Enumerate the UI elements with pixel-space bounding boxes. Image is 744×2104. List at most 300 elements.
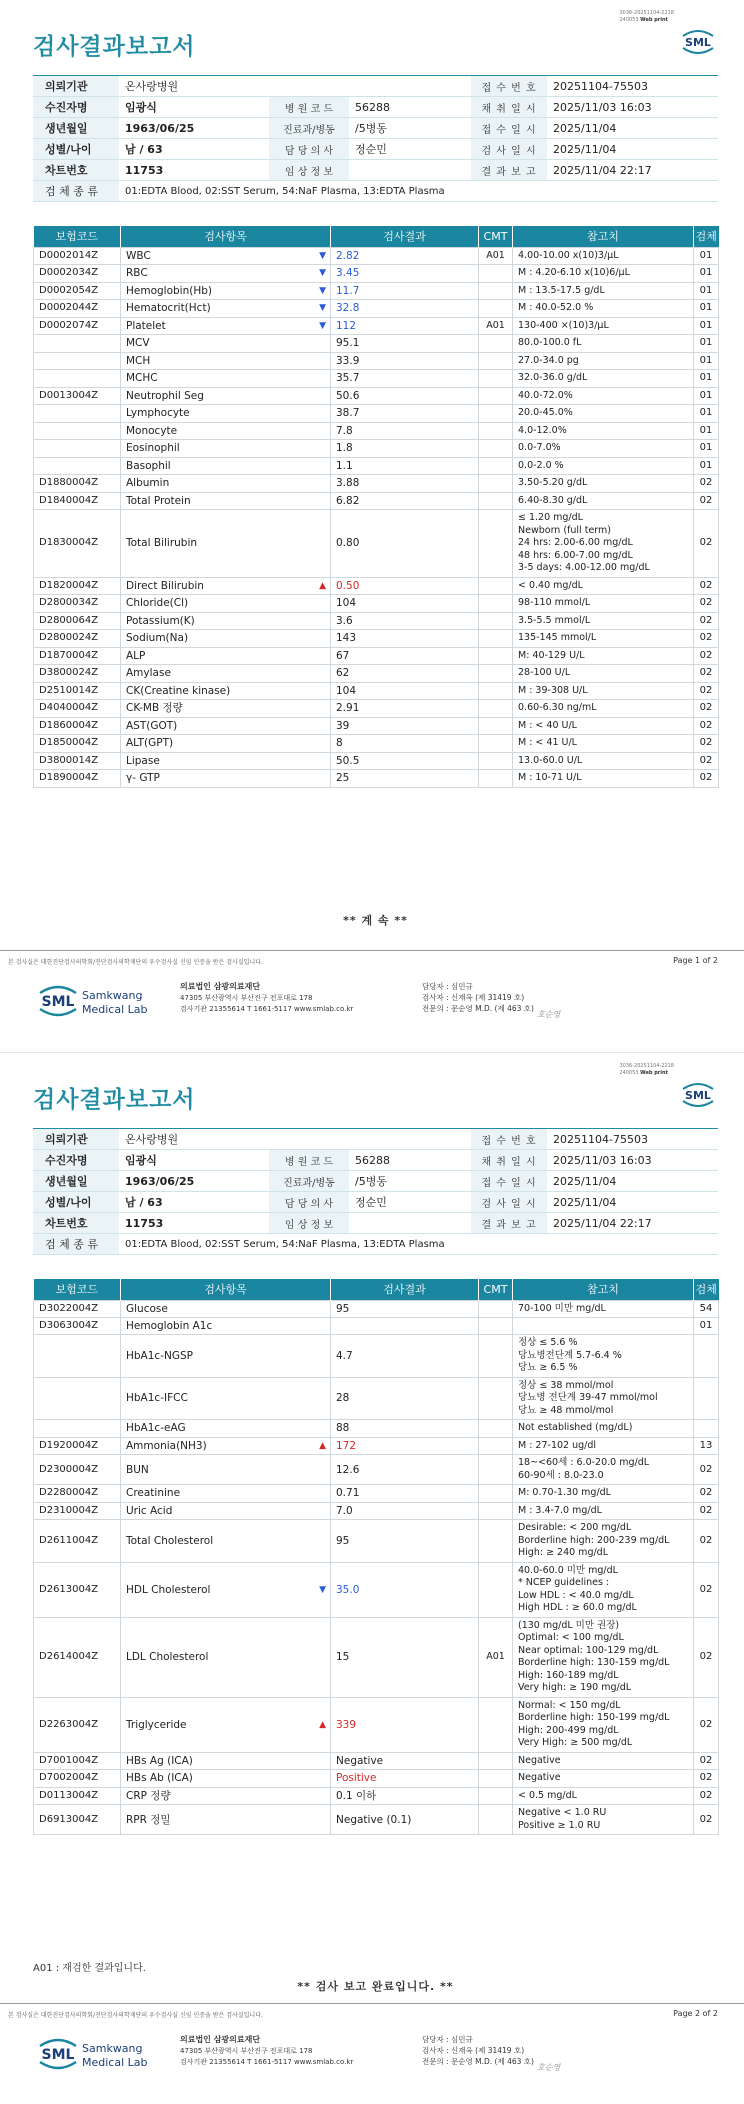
reference-line: M : 13.5-17.5 g/dL xyxy=(518,284,605,296)
reference-range xyxy=(513,317,694,335)
cmt-code xyxy=(479,1787,513,1805)
test-item-label: HBs Ab (ICA) xyxy=(126,1772,193,1785)
cmt-code xyxy=(479,665,513,683)
test-result: 95 xyxy=(331,1520,479,1563)
reference-range xyxy=(513,510,694,578)
specimen-code: 02 xyxy=(694,1697,719,1752)
table-row xyxy=(34,630,719,648)
reference-line: M : 3.4-7.0 mg/dL xyxy=(518,1504,602,1516)
test-item-label: ALP xyxy=(126,649,146,662)
insurance-code: D1890004Z xyxy=(34,770,121,788)
specimen-code: 02 xyxy=(694,1770,719,1788)
table-row xyxy=(34,457,719,475)
label-receipt-time: 접 수 일 시 xyxy=(471,1171,547,1192)
col-header-specimen: 검체 xyxy=(694,1279,719,1300)
col-header-cmt: CMT xyxy=(479,1279,513,1300)
reference-line: High: 200-499 mg/dL xyxy=(518,1724,619,1736)
print-stamp-id: 3036-20251104-2218 xyxy=(619,10,674,16)
triangle-down-icon: ▼ xyxy=(319,268,326,279)
reference-line: 3-5 days: 4.00-12.00 mg/dL xyxy=(518,562,650,573)
insurance-code: D0013004Z xyxy=(34,387,121,405)
value-hospital-code: 56288 xyxy=(349,97,471,118)
insurance-code: D2800024Z xyxy=(34,630,121,648)
insurance-code: D2800034Z xyxy=(34,595,121,613)
insurance-code xyxy=(34,422,121,440)
insurance-code xyxy=(34,1335,121,1378)
cmt-code xyxy=(479,1485,513,1503)
insurance-code: D2510014Z xyxy=(34,682,121,700)
value-specimen: 01:EDTA Blood, 02:SST Serum, 54:NaF Plasma, 13:EDTA Plasma xyxy=(119,181,718,202)
test-item xyxy=(121,752,331,770)
cmt-code xyxy=(479,1805,513,1835)
test-item xyxy=(121,1520,331,1563)
reference-range xyxy=(513,735,694,753)
test-result: Negative xyxy=(331,1752,479,1770)
value-report-time: 2025/11/04 22:17 xyxy=(547,1213,718,1234)
insurance-code xyxy=(34,457,121,475)
test-result xyxy=(331,1318,479,1335)
cmt-code xyxy=(479,1562,513,1617)
insurance-code xyxy=(34,370,121,388)
print-stamp xyxy=(619,1063,674,1077)
test-result: 2.91 xyxy=(331,700,479,718)
value-patient-name: 임광식 xyxy=(119,1150,269,1171)
reference-line: M : 27-102 ug/dl xyxy=(518,1439,597,1451)
test-item xyxy=(121,717,331,735)
value-hospital-code: 56288 xyxy=(349,1150,471,1171)
triangle-up-icon: ▲ xyxy=(319,1719,326,1730)
table-row xyxy=(34,1752,719,1770)
reference-line: < 0.40 mg/dL xyxy=(518,579,583,591)
cmt-code xyxy=(479,422,513,440)
col-header-code: 보험코드 xyxy=(34,1279,121,1300)
test-result: 88 xyxy=(331,1420,479,1438)
insurance-code: D0002034Z xyxy=(34,265,121,283)
test-result: 25 xyxy=(331,770,479,788)
test-item-label: AST(GOT) xyxy=(126,719,178,732)
test-item-label: Hemoglobin(Hb) xyxy=(126,284,213,297)
reference-range xyxy=(513,300,694,318)
specimen-code: 01 xyxy=(694,457,719,475)
test-item-label: Uric Acid xyxy=(126,1504,173,1517)
cmt-code xyxy=(479,370,513,388)
test-item-label: HbA1c-eAG xyxy=(126,1422,186,1435)
reference-line: 4.0-12.0% xyxy=(518,424,567,436)
label-patient-name: 수진자명 xyxy=(33,97,119,118)
reference-line: Positive ≥ 1.0 RU xyxy=(518,1819,601,1831)
table-row xyxy=(34,1437,719,1455)
test-result: 95.1 xyxy=(331,335,479,353)
test-item-label: MCHC xyxy=(126,372,158,385)
specimen-code: 01 xyxy=(694,1318,719,1335)
cmt-code xyxy=(479,335,513,353)
cmt-code xyxy=(479,1335,513,1378)
specimen-code: 02 xyxy=(694,1562,719,1617)
cmt-code xyxy=(479,770,513,788)
label-report-time: 결 과 보 고 xyxy=(471,1213,547,1234)
accreditation-note: 본 검사실은 대한진단검사의학회/진단검사의학재단의 우수검사실 신임 인증을 받은 검사실입니다. xyxy=(8,2012,263,2019)
test-item xyxy=(121,1502,331,1520)
test-item-label: Lymphocyte xyxy=(126,407,190,420)
cmt-code xyxy=(479,352,513,370)
value-receipt-no: 20251104-75503 xyxy=(547,1129,718,1150)
table-row xyxy=(34,247,719,265)
insurance-code: D1860004Z xyxy=(34,717,121,735)
insurance-code: D2300004Z xyxy=(34,1455,121,1485)
triangle-down-icon: ▼ xyxy=(319,250,326,261)
reference-line: 40.0-60.0 미만 mg/dL xyxy=(518,1564,618,1576)
reference-range xyxy=(513,1300,694,1318)
reference-line: < 0.5 mg/dL xyxy=(518,1789,577,1801)
reference-line: M : < 41 U/L xyxy=(518,737,577,748)
value-specimen: 01:EDTA Blood, 02:SST Serum, 54:NaF Plasma, 13:EDTA Plasma xyxy=(119,1234,718,1255)
reference-line: 27.0-34.0 pg xyxy=(518,354,579,366)
insurance-code: D2614004Z xyxy=(34,1617,121,1697)
value-department: /5병동 xyxy=(349,1171,471,1192)
specimen-code: 54 xyxy=(694,1300,719,1318)
patient-info-table xyxy=(33,75,718,202)
test-item-label: Amylase xyxy=(126,667,171,680)
test-item xyxy=(121,1420,331,1438)
test-item-label: γ- GTP xyxy=(126,772,160,785)
specimen-code: 01 xyxy=(694,440,719,458)
cmt-code xyxy=(479,475,513,493)
test-item xyxy=(121,735,331,753)
specimen-code: 01 xyxy=(694,300,719,318)
reference-line: Not established (mg/dL) xyxy=(518,1422,633,1433)
reference-range xyxy=(513,1805,694,1835)
test-item-label: Total Cholesterol xyxy=(126,1534,214,1547)
test-item-label: HbA1c-IFCC xyxy=(126,1392,188,1405)
value-report-time: 2025/11/04 22:17 xyxy=(547,160,718,181)
test-item-label: CK(Creatine kinase) xyxy=(126,684,231,697)
test-item xyxy=(121,1617,331,1697)
specimen-code: 13 xyxy=(694,1437,719,1455)
reference-range xyxy=(513,370,694,388)
specimen-code: 01 xyxy=(694,265,719,283)
specimen-code: 01 xyxy=(694,422,719,440)
test-item-label: MCV xyxy=(126,337,150,350)
label-institution: 의뢰기관 xyxy=(33,76,119,97)
test-item xyxy=(121,300,331,318)
reference-line: 80.0-100.0 fL xyxy=(518,337,582,348)
test-item-label: Creatinine xyxy=(126,1487,181,1500)
triangle-up-icon: ▲ xyxy=(319,580,326,591)
results-table-page-1 xyxy=(33,226,719,788)
label-receipt-no: 접 수 번 호 xyxy=(471,76,547,97)
insurance-code: D2263004Z xyxy=(34,1697,121,1752)
value-chart-no: 11753 xyxy=(119,160,269,181)
test-item-label: WBC xyxy=(126,249,151,262)
test-item-label: Total Bilirubin xyxy=(126,537,198,550)
test-item-label: Ammonia(NH3) xyxy=(126,1439,207,1452)
svg-text:SML: SML xyxy=(685,1089,711,1102)
test-result: 3.6 xyxy=(331,612,479,630)
table-row xyxy=(34,1520,719,1563)
test-item xyxy=(121,612,331,630)
test-item xyxy=(121,422,331,440)
cmt-code xyxy=(479,387,513,405)
test-item-label: Direct Bilirubin xyxy=(126,579,204,592)
specimen-code: 02 xyxy=(694,665,719,683)
specimen-code: 02 xyxy=(694,1502,719,1520)
reference-line: ≤ 1.20 mg/dL xyxy=(518,512,583,523)
cmt-code xyxy=(479,630,513,648)
insurance-code: D1850004Z xyxy=(34,735,121,753)
insurance-code: D0002054Z xyxy=(34,282,121,300)
reference-range xyxy=(513,1617,694,1697)
table-row xyxy=(34,1318,719,1335)
label-patient-name: 수진자명 xyxy=(33,1150,119,1171)
table-row xyxy=(34,665,719,683)
reference-range xyxy=(513,717,694,735)
insurance-code: D3800024Z xyxy=(34,665,121,683)
table-row xyxy=(34,422,719,440)
cmt-code: A01 xyxy=(479,247,513,265)
reference-range xyxy=(513,265,694,283)
cmt-code xyxy=(479,1697,513,1752)
test-item xyxy=(121,317,331,335)
specimen-code: 01 xyxy=(694,405,719,423)
label-institution: 의뢰기관 xyxy=(33,1129,119,1150)
value-receipt-time: 2025/11/04 xyxy=(547,1171,718,1192)
cmt-code xyxy=(479,1437,513,1455)
insurance-code xyxy=(34,405,121,423)
cmt-code xyxy=(479,682,513,700)
reference-line: M : 10-71 U/L xyxy=(518,772,582,783)
test-item xyxy=(121,370,331,388)
test-item xyxy=(121,1318,331,1335)
test-item-label: Basophil xyxy=(126,459,171,472)
cmt-code xyxy=(479,510,513,578)
reference-range xyxy=(513,682,694,700)
reference-line: 40.0-72.0% xyxy=(518,389,573,401)
table-row xyxy=(34,682,719,700)
test-result: 172 xyxy=(331,1437,479,1455)
table-row xyxy=(34,1420,719,1438)
test-result: 33.9 xyxy=(331,352,479,370)
insurance-code: D3800014Z xyxy=(34,752,121,770)
insurance-code xyxy=(34,1377,121,1420)
value-collection-time: 2025/11/03 16:03 xyxy=(547,1150,718,1171)
triangle-up-icon: ▲ xyxy=(319,1440,326,1451)
cmt-code xyxy=(479,595,513,613)
test-result: 8 xyxy=(331,735,479,753)
test-result: 35.7 xyxy=(331,370,479,388)
table-row xyxy=(34,405,719,423)
reference-range xyxy=(513,1697,694,1752)
test-item xyxy=(121,1697,331,1752)
test-result: 67 xyxy=(331,647,479,665)
reference-line: 당뇨 ≥ 6.5 % xyxy=(518,1362,578,1373)
reference-line: 당뇨 ≥ 48 mmol/mol xyxy=(518,1404,614,1416)
test-item-label: Sodium(Na) xyxy=(126,632,189,645)
reference-line: 6.40-8.30 g/dL xyxy=(518,494,588,506)
col-header-cmt: CMT xyxy=(479,226,513,247)
test-result: 1.8 xyxy=(331,440,479,458)
reference-range xyxy=(513,440,694,458)
label-birthdate: 생년월일 xyxy=(33,1171,119,1192)
reference-line: M: 40-129 U/L xyxy=(518,649,585,661)
label-collection-time: 채 취 일 시 xyxy=(471,1150,547,1171)
table-row xyxy=(34,647,719,665)
reference-line: M : < 40 U/L xyxy=(518,719,577,731)
col-header-result: 검사결과 xyxy=(331,1279,479,1300)
insurance-code xyxy=(34,440,121,458)
insurance-code: D7002004Z xyxy=(34,1770,121,1788)
insurance-code: D0113004Z xyxy=(34,1787,121,1805)
value-patient-name: 임광식 xyxy=(119,97,269,118)
reference-line: 70-100 미만 mg/dL xyxy=(518,1302,606,1314)
cmt-code xyxy=(479,612,513,630)
cmt-code xyxy=(479,1455,513,1485)
specimen-code: 01 xyxy=(694,247,719,265)
specimen-code: 02 xyxy=(694,1520,719,1563)
test-result: 1.1 xyxy=(331,457,479,475)
test-result: 104 xyxy=(331,595,479,613)
col-header-ref: 참고치 xyxy=(513,226,694,247)
sml-logo-icon xyxy=(678,26,718,58)
label-chart-no: 차트번호 xyxy=(33,1213,119,1234)
reference-line: 0.0-2.0 % xyxy=(518,459,564,471)
table-row xyxy=(34,1697,719,1752)
reference-range xyxy=(513,752,694,770)
test-result: 11.7 xyxy=(331,282,479,300)
reference-line: 3.50-5.20 g/dL xyxy=(518,477,588,488)
insurance-code: D1830004Z xyxy=(34,510,121,578)
reference-range xyxy=(513,422,694,440)
reference-line: 당뇨병전단계 5.7-6.4 % xyxy=(518,1349,622,1361)
table-row xyxy=(34,577,719,595)
table-row xyxy=(34,370,719,388)
label-department: 진료과/병동 xyxy=(269,118,349,139)
test-item xyxy=(121,335,331,353)
test-item-label: MCH xyxy=(126,354,151,367)
insurance-code: D1820004Z xyxy=(34,577,121,595)
test-item xyxy=(121,405,331,423)
specimen-code: 01 xyxy=(694,282,719,300)
test-item xyxy=(121,1377,331,1420)
reference-line: * NCEP guidelines : xyxy=(518,1577,610,1588)
report-page-2 xyxy=(0,1052,744,2104)
label-receipt-no: 접 수 번 호 xyxy=(471,1129,547,1150)
specimen-code: 02 xyxy=(694,595,719,613)
reference-line: High HDL : ≥ 60.0 mg/dL xyxy=(518,1602,637,1613)
test-result: Negative (0.1) xyxy=(331,1805,479,1835)
cmt-code xyxy=(479,1377,513,1420)
reference-range xyxy=(513,1377,694,1420)
test-item xyxy=(121,1485,331,1503)
reference-range xyxy=(513,647,694,665)
test-item-label: Hemoglobin A1c xyxy=(126,1320,213,1332)
reference-line: M : 40.0-52.0 % xyxy=(518,302,594,313)
label-sex-age: 성별/나이 xyxy=(33,139,119,160)
svg-text:Samkwang: Samkwang xyxy=(82,989,143,1002)
cmt-code xyxy=(479,440,513,458)
specimen-code: 02 xyxy=(694,717,719,735)
table-row xyxy=(34,352,719,370)
test-item-label: Eosinophil xyxy=(126,442,180,455)
label-specimen: 검 체 종 류 xyxy=(33,181,119,202)
table-row xyxy=(34,317,719,335)
reference-range xyxy=(513,282,694,300)
col-header-specimen: 검체 xyxy=(694,226,719,247)
reference-line: Negative < 1.0 RU xyxy=(518,1807,607,1818)
test-item-label: Platelet xyxy=(126,319,166,332)
reference-range xyxy=(513,1318,694,1335)
test-item-label: CRP 정량 xyxy=(126,1789,171,1802)
test-item xyxy=(121,577,331,595)
table-row xyxy=(34,1335,719,1378)
test-item-label: HBs Ag (ICA) xyxy=(126,1754,193,1767)
label-test-time: 검 사 일 시 xyxy=(471,1192,547,1213)
specimen-code: 02 xyxy=(694,510,719,578)
test-item xyxy=(121,1752,331,1770)
staff-info: 담당자 : 심민규 검사자 : 신재옥 (제 31419 호) 전문의 : 문순영 M.D. (제 463 호) xyxy=(422,2035,534,2066)
reference-range xyxy=(513,1335,694,1378)
reference-range xyxy=(513,1520,694,1563)
reference-line: 13.0-60.0 U/L xyxy=(518,754,583,766)
table-row xyxy=(34,1300,719,1318)
test-result: 32.8 xyxy=(331,300,479,318)
table-row xyxy=(34,595,719,613)
insurance-code xyxy=(34,335,121,353)
reference-range xyxy=(513,612,694,630)
test-result: 6.82 xyxy=(331,492,479,510)
test-item xyxy=(121,1805,331,1835)
test-item xyxy=(121,1770,331,1788)
cmt-code xyxy=(479,457,513,475)
cmt-code: A01 xyxy=(479,1617,513,1697)
cmt-code xyxy=(479,300,513,318)
table-row xyxy=(34,1502,719,1520)
reference-range xyxy=(513,1420,694,1438)
test-item-label: Neutrophil Seg xyxy=(126,389,204,402)
reference-range xyxy=(513,492,694,510)
reference-range xyxy=(513,387,694,405)
test-item-label: LDL Cholesterol xyxy=(126,1651,209,1663)
reference-range xyxy=(513,700,694,718)
value-test-time: 2025/11/04 xyxy=(547,1192,718,1213)
reference-range xyxy=(513,1502,694,1520)
cmt-code xyxy=(479,735,513,753)
specimen-code: 02 xyxy=(694,682,719,700)
reference-line: Negative xyxy=(518,1772,561,1783)
triangle-down-icon: ▼ xyxy=(319,285,326,296)
test-item xyxy=(121,647,331,665)
reference-line: 98-110 mmol/L xyxy=(518,597,591,608)
insurance-code: D2611004Z xyxy=(34,1520,121,1563)
label-hospital-code: 병 원 코 드 xyxy=(269,1150,349,1171)
specimen-code: 02 xyxy=(694,735,719,753)
reference-line: 135-145 mmol/L xyxy=(518,632,597,643)
value-receipt-time: 2025/11/04 xyxy=(547,118,718,139)
reference-line: Borderline high: 200-239 mg/dL xyxy=(518,1534,670,1546)
continued-note: ** 계 속 ** xyxy=(343,914,408,927)
value-department: /5병동 xyxy=(349,118,471,139)
test-item xyxy=(121,700,331,718)
test-item xyxy=(121,1562,331,1617)
specimen-code: 02 xyxy=(694,577,719,595)
reference-line: 당뇨병 전단계 39-47 mmol/mol xyxy=(518,1392,658,1403)
svg-text:Samkwang: Samkwang xyxy=(82,2042,143,2055)
value-chart-no: 11753 xyxy=(119,1213,269,1234)
test-item-label: HbA1c-NGSP xyxy=(126,1349,193,1362)
test-result: 7.0 xyxy=(331,1502,479,1520)
reference-range xyxy=(513,1437,694,1455)
test-result: 12.6 xyxy=(331,1455,479,1485)
reference-range xyxy=(513,352,694,370)
